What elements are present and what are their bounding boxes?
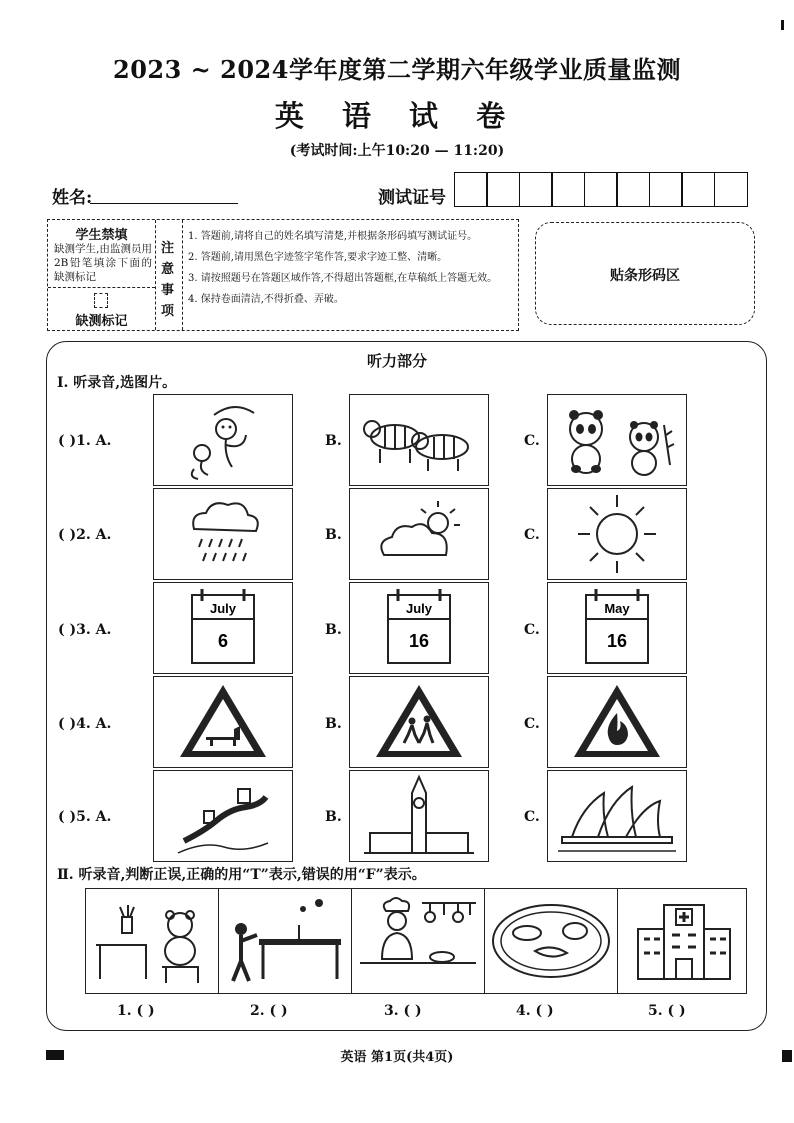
option-picture[interactable] [349, 582, 489, 674]
question-label: ( )4. A. [58, 716, 112, 732]
alignment-mark [781, 20, 784, 30]
calendar-day: 6 [217, 631, 229, 651]
part2-title: Ⅱ. 听录音,判断正误,正确的用“T”表示,错误的用“F”表示。 [57, 867, 426, 883]
id-digit-box[interactable] [551, 172, 585, 207]
option-c-label: C. [524, 622, 540, 638]
test-id-boxes[interactable] [455, 172, 748, 207]
hospital-icon [618, 889, 750, 993]
option-picture[interactable] [153, 488, 293, 580]
cloudy-icon [350, 489, 488, 579]
id-digit-box[interactable] [714, 172, 748, 207]
option-picture[interactable] [547, 676, 687, 768]
part2-picture [86, 889, 219, 993]
section-title: 听力部分 [366, 352, 427, 370]
calendar-day: 16 [606, 631, 628, 651]
part2-answer[interactable]: 2. ( ) [250, 1003, 288, 1019]
notice-item: 4. 保持卷面清洁,不得折叠、弄破。 [188, 294, 344, 305]
question-label: ( )1. A. [58, 433, 112, 449]
notice-item: 1. 答题前,请将自己的姓名填写清楚,并根据条形码填写测试证号。 [188, 231, 478, 242]
test-id-label: 测试证号 [378, 188, 446, 208]
big-ben-icon [350, 771, 488, 861]
ping-pong-icon [219, 889, 351, 993]
absent-title: 学生禁填 [75, 228, 128, 243]
option-b-label: B. [325, 716, 342, 732]
absent-section [48, 220, 156, 330]
great-wall-icon [154, 771, 292, 861]
option-picture[interactable] [547, 770, 687, 862]
absent-mark-label: 缺测标记 [75, 314, 128, 329]
notice-label-column [156, 220, 183, 330]
option-picture[interactable] [547, 582, 687, 674]
calendar-icon [548, 583, 686, 673]
absent-instructions: 缺测学生,由监测员用2B铅笔填涂下面的缺测标记 [54, 243, 152, 283]
option-picture[interactable] [349, 488, 489, 580]
calendar-month: July [405, 601, 433, 616]
option-c-label: C. [524, 433, 540, 449]
option-picture[interactable] [547, 394, 687, 486]
option-picture[interactable] [153, 582, 293, 674]
barcode-area [535, 222, 755, 325]
part2-picture [352, 889, 485, 993]
option-b-label: B. [325, 809, 342, 825]
fire-warning-icon [548, 677, 686, 767]
option-b-label: B. [325, 527, 342, 543]
notice-box [47, 219, 519, 331]
cattle-warning-icon [154, 677, 292, 767]
part2-answer[interactable]: 4. ( ) [516, 1003, 554, 1019]
option-picture[interactable] [349, 394, 489, 486]
id-digit-box[interactable] [454, 172, 488, 207]
children-warning-icon [350, 677, 488, 767]
page-footer: 英语 第1页(共4页) [340, 1050, 454, 1065]
subject-title: 英 语 试 卷 [274, 99, 520, 133]
notice-item: 2. 答题前,请用黑色字迹签字笔作答,要求字迹工整、清晰。 [188, 252, 448, 263]
part2-pictures [85, 888, 747, 994]
option-picture[interactable] [153, 770, 293, 862]
opera-house-icon [548, 771, 686, 861]
notice-items [188, 226, 518, 310]
calendar-icon [154, 583, 292, 673]
notice-label: 注意事项 [161, 241, 175, 319]
id-digit-box[interactable] [649, 172, 683, 207]
teddy-bear-desk-icon [86, 889, 218, 993]
option-picture[interactable] [349, 770, 489, 862]
alignment-mark [46, 1050, 64, 1060]
option-c-label: C. [524, 716, 540, 732]
seafood-plate-icon [485, 889, 617, 993]
rain-icon [154, 489, 292, 579]
id-digit-box[interactable] [486, 172, 520, 207]
monkeys-icon [154, 395, 292, 485]
option-b-label: B. [325, 433, 342, 449]
calendar-month: May [604, 601, 630, 616]
option-picture[interactable] [153, 394, 293, 486]
exam-time: (考试时间:上午10:20 — 11:20) [289, 143, 505, 159]
option-picture[interactable] [547, 488, 687, 580]
id-digit-box[interactable] [519, 172, 553, 207]
alignment-mark [782, 1050, 792, 1062]
part2-picture [485, 889, 618, 993]
calendar-day: 16 [408, 631, 430, 651]
divider [48, 287, 155, 288]
absent-mark-box[interactable] [94, 293, 108, 308]
notice-item: 3. 请按照题号在答题区域作答,不得超出答题框,在草稿纸上答题无效。 [188, 273, 498, 284]
tigers-icon [350, 395, 488, 485]
id-digit-box[interactable] [681, 172, 715, 207]
option-c-label: C. [524, 809, 540, 825]
part2-picture [618, 889, 750, 993]
name-field[interactable] [90, 203, 238, 204]
option-c-label: C. [524, 527, 540, 543]
option-picture[interactable] [349, 676, 489, 768]
chef-kitchen-icon [352, 889, 484, 993]
exam-title: 2023 ~ 2024学年度第二学期六年级学业质量监测 [113, 55, 681, 84]
question-label: ( )5. A. [58, 809, 112, 825]
name-label: 姓名: [52, 188, 93, 208]
part2-answer[interactable]: 1. ( ) [117, 1003, 155, 1019]
pandas-icon [548, 395, 686, 485]
part2-answer[interactable]: 5. ( ) [648, 1003, 686, 1019]
option-b-label: B. [325, 622, 342, 638]
id-digit-box[interactable] [584, 172, 618, 207]
calendar-icon [350, 583, 488, 673]
question-label: ( )2. A. [58, 527, 112, 543]
part2-picture [219, 889, 352, 993]
part2-answer[interactable]: 3. ( ) [384, 1003, 422, 1019]
id-digit-box[interactable] [616, 172, 650, 207]
part1-title: Ⅰ. 听录音,选图片。 [57, 375, 177, 391]
option-picture[interactable] [153, 676, 293, 768]
question-label: ( )3. A. [58, 622, 112, 638]
calendar-month: July [209, 601, 237, 616]
sunny-icon [548, 489, 686, 579]
barcode-label: 贴条形码区 [610, 268, 680, 284]
